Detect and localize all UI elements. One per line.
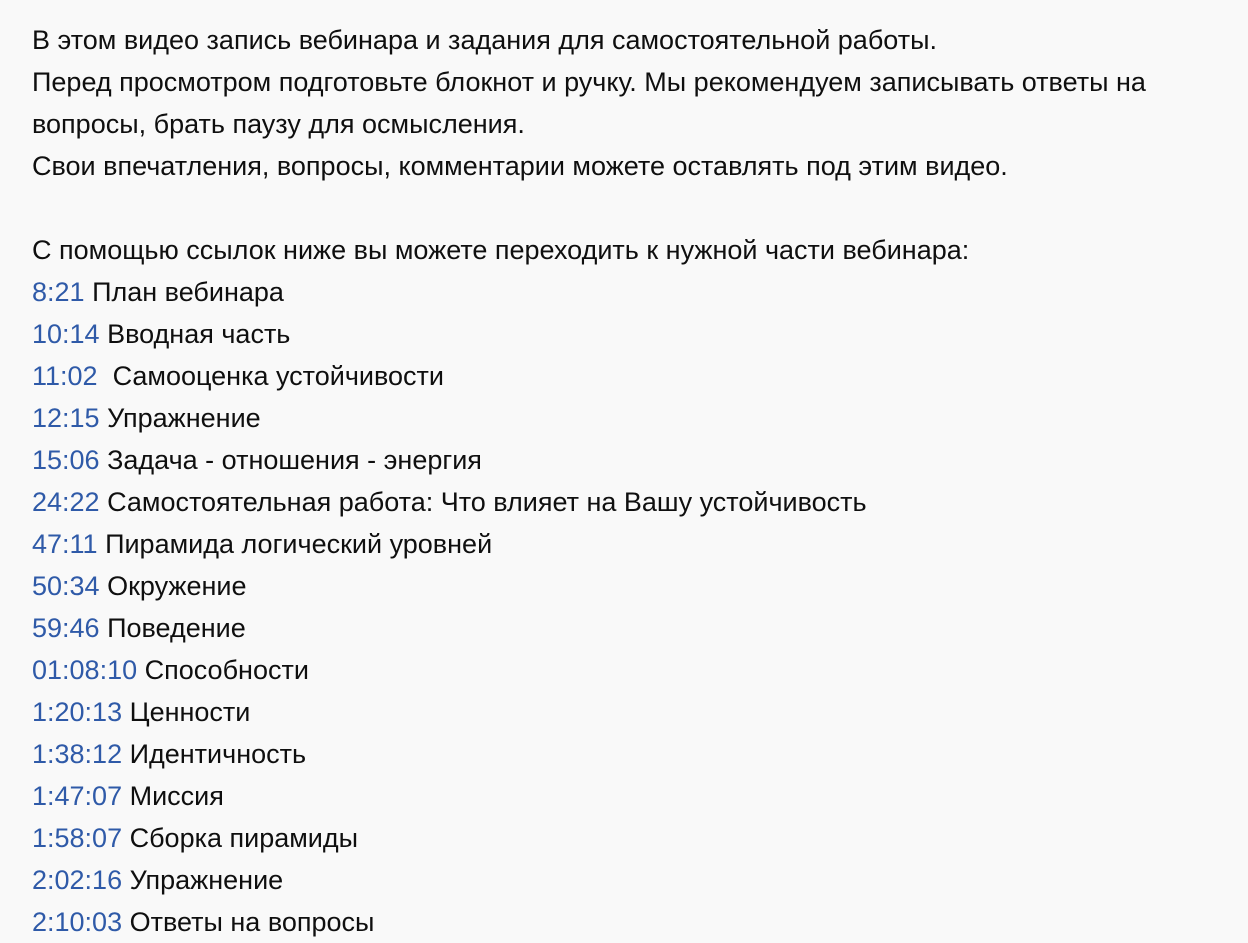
- timestamp-link[interactable]: 24:22: [32, 487, 100, 517]
- chapters-heading: С помощью ссылок ниже вы можете переходить к нужной части вебинара:: [32, 235, 970, 265]
- intro-line: вопросы, брать паузу для осмысления.: [32, 109, 525, 139]
- chapter-title: Способности: [137, 655, 309, 685]
- timestamp-link[interactable]: 15:06: [32, 445, 100, 475]
- chapter-item: [32, 355, 1232, 397]
- timestamp-link[interactable]: 50:34: [32, 571, 100, 601]
- chapter-item: [32, 397, 1232, 439]
- timestamp-link[interactable]: 2:02:16: [32, 865, 123, 895]
- chapter-title: Самооценка устойчивости: [97, 361, 445, 391]
- chapter-item: [32, 313, 1232, 355]
- timestamp-link[interactable]: 01:08:10: [32, 655, 138, 685]
- chapter-title: Вводная часть: [99, 319, 291, 349]
- chapter-item: [32, 481, 1232, 523]
- timestamp-link[interactable]: 12:15: [32, 403, 100, 433]
- chapter-item: [32, 523, 1232, 565]
- timestamp-link[interactable]: 11:02: [32, 361, 98, 391]
- chapter-item: [32, 439, 1232, 481]
- timestamp-link[interactable]: 1:47:07: [32, 781, 123, 811]
- chapter-title: Упражнение: [99, 403, 261, 433]
- video-description: [32, 19, 1232, 943]
- chapter-item: [32, 733, 1232, 775]
- chapter-item: [32, 691, 1232, 733]
- chapter-item: [32, 817, 1232, 859]
- chapter-title: Ценности: [122, 697, 251, 727]
- chapter-item: [32, 649, 1232, 691]
- chapter-title: Самостоятельная работа: Что влияет на Вашу устойчивость: [99, 487, 867, 517]
- timestamp-link[interactable]: 47:11: [32, 529, 98, 559]
- timestamp-link[interactable]: 59:46: [32, 613, 100, 643]
- timestamp-link[interactable]: 1:58:07: [32, 823, 123, 853]
- intro-line: Перед просмотром подготовьте блокнот и ручку. Мы рекомендуем записывать ответы на: [32, 67, 1146, 97]
- chapter-item: [32, 271, 1232, 313]
- chapter-title: Поведение: [99, 613, 246, 643]
- chapter-title: Идентичность: [122, 739, 307, 769]
- timestamp-link[interactable]: 2:10:03: [32, 907, 123, 937]
- chapter-title: Ответы на вопросы: [122, 907, 375, 937]
- chapter-item: [32, 607, 1232, 649]
- chapter-title: План вебинара: [84, 277, 284, 307]
- chapter-title: Окружение: [99, 571, 247, 601]
- intro-line: Свои впечатления, вопросы, комментарии можете оставлять под этим видео.: [32, 151, 1008, 181]
- chapter-item: [32, 565, 1232, 607]
- timestamp-link[interactable]: 1:38:12: [32, 739, 123, 769]
- timestamp-link[interactable]: 10:14: [32, 319, 100, 349]
- intro-line: В этом видео запись вебинара и задания для самостоятельной работы.: [32, 25, 937, 55]
- chapter-title: Сборка пирамиды: [122, 823, 359, 853]
- chapter-title: Пирамида логический уровней: [97, 529, 493, 559]
- chapter-title: Упражнение: [122, 865, 284, 895]
- chapter-title: Задача - отношения - энергия: [99, 445, 482, 475]
- spacer: [32, 187, 1232, 229]
- chapter-item: [32, 775, 1232, 817]
- chapter-title: Миссия: [122, 781, 224, 811]
- timestamp-link[interactable]: 1:20:13: [32, 697, 123, 727]
- chapter-item: [32, 859, 1232, 901]
- timestamp-link[interactable]: 8:21: [32, 277, 85, 307]
- chapter-item: [32, 901, 1232, 943]
